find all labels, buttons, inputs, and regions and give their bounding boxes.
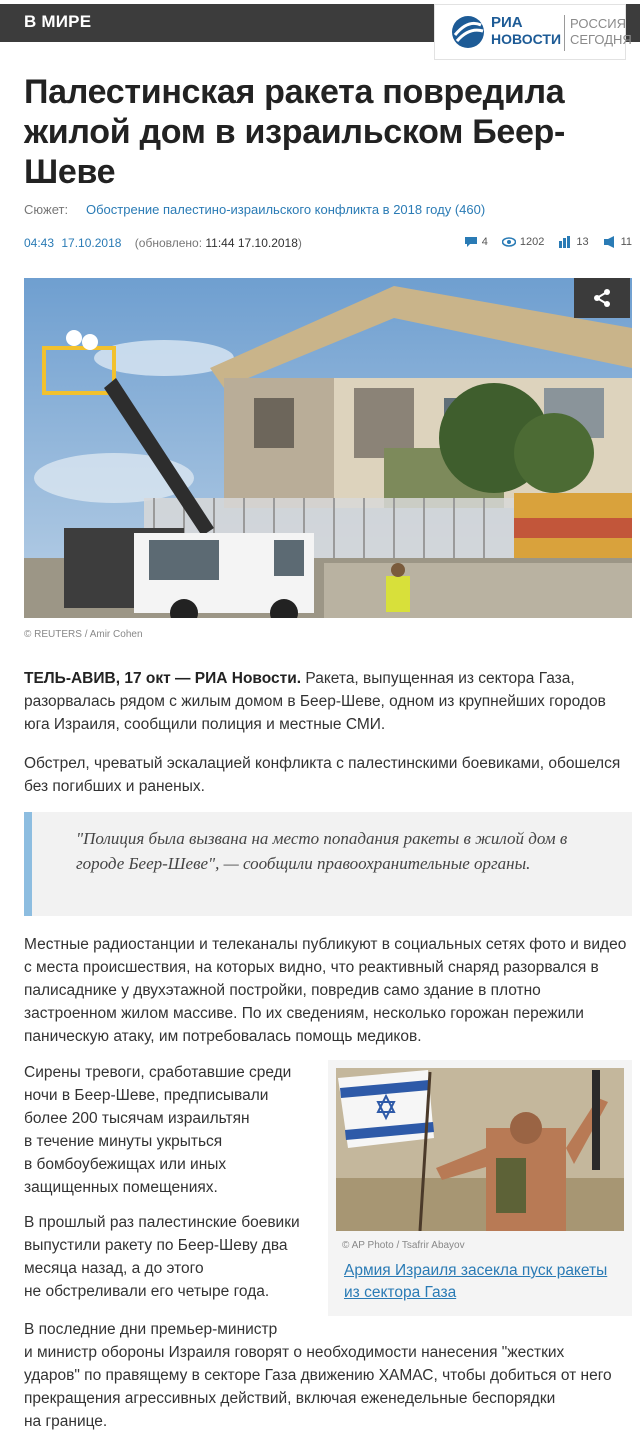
- p6-line: В последние дни премьер-министр: [24, 1321, 278, 1338]
- updated-prefix: (обновлено:: [134, 236, 206, 250]
- paragraph-2: Обстрел, чреватый эскалацией конфликта с палестинскими боевиками, обошелся без погибших и раненых.: [24, 755, 621, 795]
- likes-stat[interactable]: [558, 236, 588, 248]
- publish-date[interactable]: 17.10.2018: [61, 236, 122, 250]
- related-article-card[interactable]: [328, 1060, 632, 1316]
- shares-stat[interactable]: [603, 236, 632, 248]
- top-bar: [0, 0, 640, 48]
- updated-value: 11:44 17.10.2018: [205, 236, 298, 250]
- share-icon: [592, 288, 612, 308]
- comment-icon: [464, 236, 478, 248]
- ria-logo[interactable]: [434, 4, 632, 60]
- paragraph-3: Местные радиостанции и телеканалы публикуют в социальных сетях фото и видео с места происшествия, на которых видно, что реактивный снаряд разорвался в палисаднике у двухэтажной постройки, повредив само здание в плотно застроенном жилом массиве. По их сведениям, несколько горожан пережили паническую атаку, им потребовалась помощь медиков.: [24, 936, 627, 1045]
- article-meta: [24, 236, 632, 254]
- p4-line: ночи в Беер-Шеве, предписывали: [24, 1087, 269, 1104]
- lead-paragraph: [24, 667, 632, 736]
- updated-suffix: ): [297, 236, 302, 250]
- publish-time[interactable]: 04:43: [24, 236, 55, 250]
- globe-icon: [451, 15, 485, 49]
- story-line: [24, 202, 486, 217]
- article-title: Палестинская ракета повредила жилой дом в израильском Беер-Шеве: [24, 73, 566, 191]
- quote-text: "Полиция была вызвана на место попадания ракеты в жилой дом в городе Беер-Шеве", — сообщили правоохранительные органы.: [76, 829, 568, 873]
- views-stat: [502, 236, 544, 248]
- p6-line: и министр обороны Израиля говорят о необходимости нанесения "жестких: [24, 1344, 565, 1361]
- logo-ria-text: РИА: [491, 14, 523, 31]
- main-photo[interactable]: [24, 278, 632, 618]
- related-photo-credit: © AP Photo / Tsafrir Abayov: [342, 1240, 465, 1251]
- share-button[interactable]: [574, 278, 630, 318]
- p5-line: не обстреливали его четыре года.: [24, 1283, 270, 1300]
- flag-soldier-illustration: [336, 1068, 624, 1231]
- shares-count: 11: [620, 236, 632, 248]
- p6-line: прекращения агрессивных действий, включая еженедельные беспорядки: [24, 1390, 556, 1407]
- damaged-house-illustration: [24, 278, 632, 618]
- lead-text: Ракета, выпущенная из сектора Газа, разорвалась рядом с жилым домом в Беер-Шеве, одном из крупнейших городов юга Израиля, сообщили полиция и местные СМИ.: [24, 670, 606, 733]
- p6-line: ударов" по правящему в секторе Газа движению ХАМАС, чтобы добиться от него: [24, 1367, 612, 1384]
- p4-line: более 200 тысячам израильтян: [24, 1110, 250, 1127]
- p5-line: В прошлый раз палестинские боевики: [24, 1214, 300, 1231]
- article-stats: [464, 236, 632, 248]
- p5-line: выпустили ракету по Беер-Шеву два: [24, 1237, 288, 1254]
- quote-block: [24, 812, 632, 916]
- p6-line: на границе.: [24, 1413, 108, 1430]
- related-photo[interactable]: [336, 1068, 624, 1231]
- comments-stat[interactable]: [464, 236, 488, 248]
- p4-line: в бомбоубежищах или иных: [24, 1156, 227, 1173]
- lead-dateline: ТЕЛЬ-АВИВ, 17 окт — РИА Новости.: [24, 670, 302, 687]
- updated-info: [135, 236, 302, 250]
- views-count: 1202: [519, 236, 545, 248]
- p4-line: в течение минуты укрыться: [24, 1133, 223, 1150]
- paragraph-4: [24, 1061, 314, 1199]
- p4-line: Сирены тревоги, сработавшие среди: [24, 1064, 292, 1081]
- p4-line: защищенных помещениях.: [24, 1179, 218, 1196]
- likes-count: 13: [576, 236, 589, 248]
- paragraph-6: [24, 1318, 632, 1433]
- eye-icon: [502, 236, 516, 248]
- logo-rossiya-text: РОССИЯ: [570, 16, 627, 31]
- logo-rossiya-segodnya: [570, 16, 632, 48]
- story-link[interactable]: Обострение палестино-израильского конфликта в 2018 году (460): [86, 202, 486, 217]
- comments-count: 4: [481, 236, 488, 248]
- logo-novosti-text: НОВОСТИ: [491, 31, 562, 47]
- related-article-link[interactable]: Армия Израиля засекла пуск ракеты из сектора Газа: [344, 1262, 608, 1301]
- logo-divider: [564, 15, 565, 51]
- story-label: Сюжет:: [24, 202, 69, 217]
- photo-credit: © REUTERS / Amir Cohen: [24, 629, 143, 640]
- paragraph-5: [24, 1211, 319, 1303]
- thumbs-up-icon: [558, 236, 572, 248]
- logo-segodnya-text: СЕГОДНЯ: [570, 32, 632, 47]
- megaphone-icon: [603, 236, 617, 248]
- section-link[interactable]: В МИРЕ: [24, 12, 92, 31]
- p5-line: месяца назад, а до этого: [24, 1260, 204, 1277]
